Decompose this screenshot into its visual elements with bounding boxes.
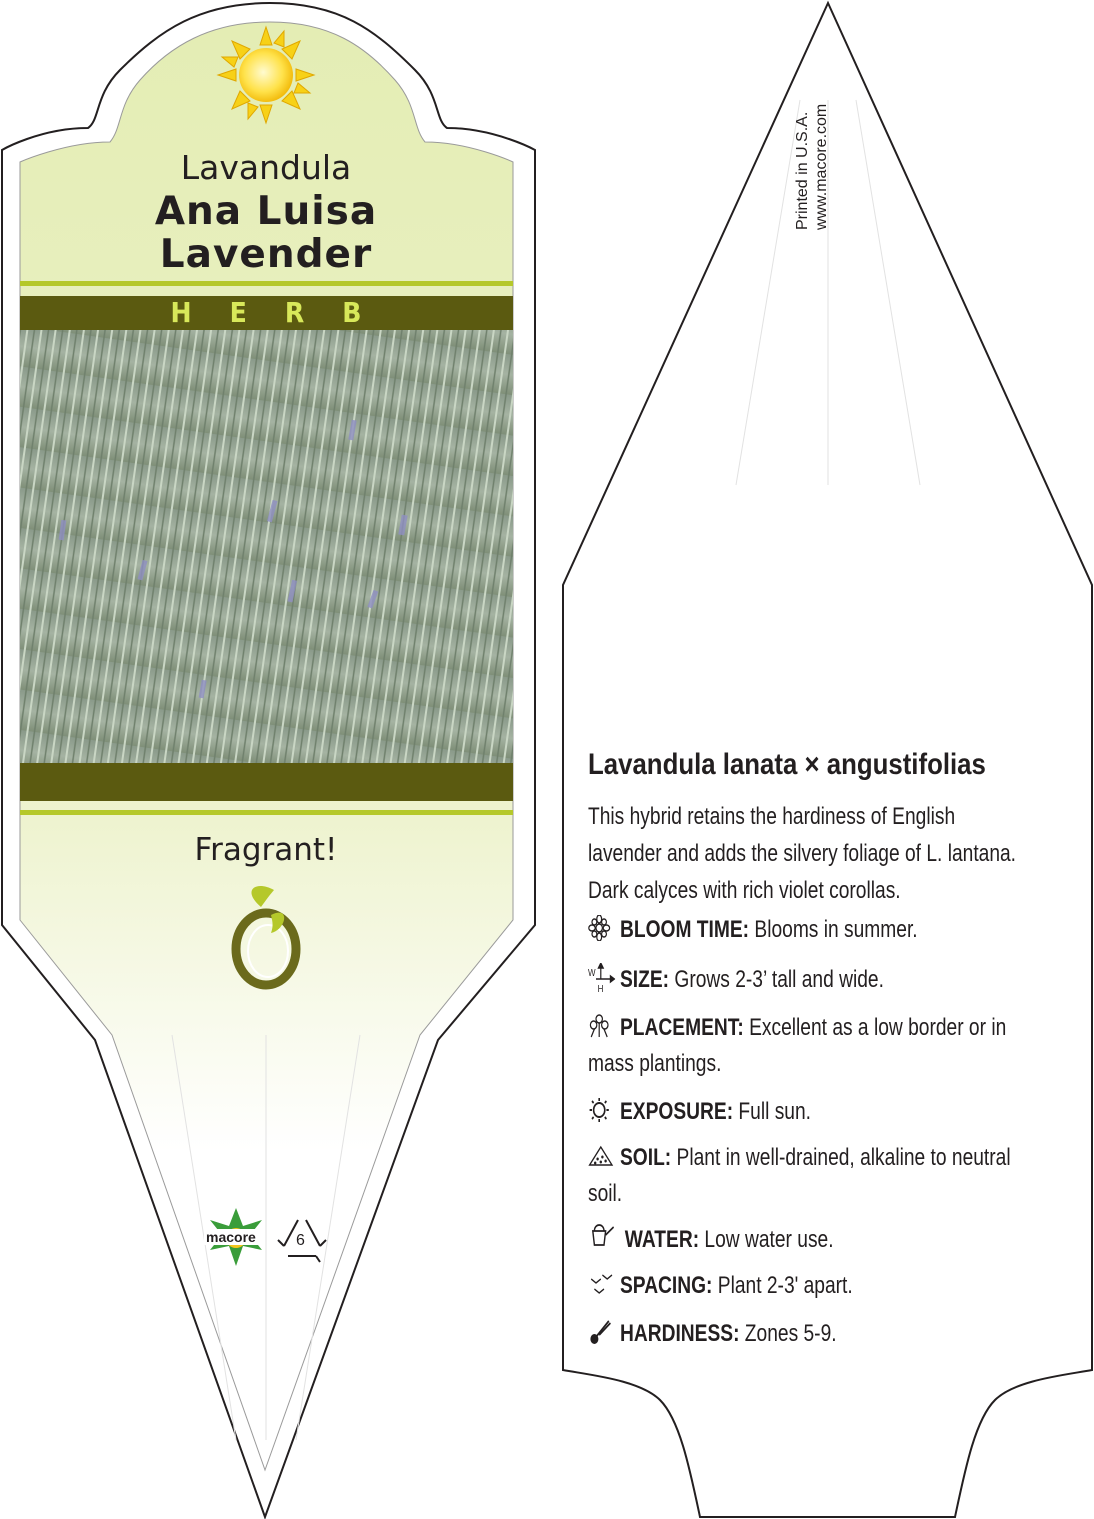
description xyxy=(588,798,1036,909)
attr-value: Zones 5-9. xyxy=(739,1320,837,1347)
tagline: Fragrant! xyxy=(194,832,338,868)
attr-value-cont: soil. xyxy=(588,1180,623,1207)
attr-value: Low water use. xyxy=(699,1226,834,1253)
attribute-hardiness xyxy=(588,1316,1052,1352)
attribute-soil xyxy=(588,1140,1052,1212)
plants-icon xyxy=(588,1013,620,1037)
size-h-letter: H xyxy=(597,984,604,995)
attr-label: SOIL: xyxy=(620,1144,672,1171)
attr-value: Blooms in summer. xyxy=(749,916,918,943)
attr-value: Plant in well-drained, alkaline to neutral xyxy=(671,1144,1011,1171)
attr-value: Plant 2-3' apart. xyxy=(712,1272,853,1299)
attr-value: Excellent as a low border or in xyxy=(743,1014,1007,1041)
attribute-spacing xyxy=(588,1268,1052,1304)
printed-info xyxy=(793,50,831,230)
common-name-line1: Ana Luisa xyxy=(154,189,378,234)
attribute-placement xyxy=(588,1010,1052,1082)
category-label: HERB xyxy=(170,296,400,329)
attr-value-cont: mass plantings. xyxy=(588,1050,722,1077)
attribute-bloom-time xyxy=(588,912,1052,948)
common-name xyxy=(20,190,512,276)
attr-label: SPACING: xyxy=(620,1272,713,1299)
website: www.macore.com xyxy=(813,103,830,230)
flower-icon xyxy=(588,915,620,939)
soil-icon xyxy=(588,1143,620,1167)
attr-value: Grows 2-3’ tall and wide. xyxy=(669,966,884,993)
description-line: Dark calyces with rich violet corollas. xyxy=(588,877,901,904)
attr-label: EXPOSURE: xyxy=(620,1098,734,1125)
attr-label: BLOOM TIME: xyxy=(620,916,750,943)
attr-label: HARDINESS: xyxy=(620,1320,740,1347)
size-arrows-icon xyxy=(588,963,620,995)
attr-label: WATER: xyxy=(624,1226,700,1253)
thermometer-icon xyxy=(588,1317,620,1341)
recycle-number: 6 xyxy=(296,1232,305,1249)
attr-label: SIZE: xyxy=(620,966,670,993)
attr-value: Full sun. xyxy=(733,1098,811,1125)
genus-name: Lavandula xyxy=(180,148,352,187)
spacing-icon xyxy=(588,1271,620,1295)
plant-photo xyxy=(20,330,513,763)
attribute-water xyxy=(588,1221,1052,1258)
watering-can-icon xyxy=(588,1221,625,1245)
common-name-line2: Lavender xyxy=(159,232,373,277)
macore-logo-text: macore xyxy=(206,1229,256,1245)
size-w-letter: W xyxy=(588,968,596,979)
attribute-size xyxy=(588,962,1052,998)
attr-label: PLACEMENT: xyxy=(620,1014,744,1041)
scientific-name: Lavandula lanata × angustifolias xyxy=(588,748,986,781)
printed-in: Printed in U.S.A. xyxy=(794,111,811,230)
sun-icon xyxy=(588,1097,620,1121)
attribute-exposure xyxy=(588,1094,1052,1130)
description-line: lavender and adds the silvery foliage of L. lantana. xyxy=(588,840,1017,867)
sun-icon xyxy=(218,27,314,123)
description-line: This hybrid retains the hardiness of English xyxy=(588,803,956,830)
